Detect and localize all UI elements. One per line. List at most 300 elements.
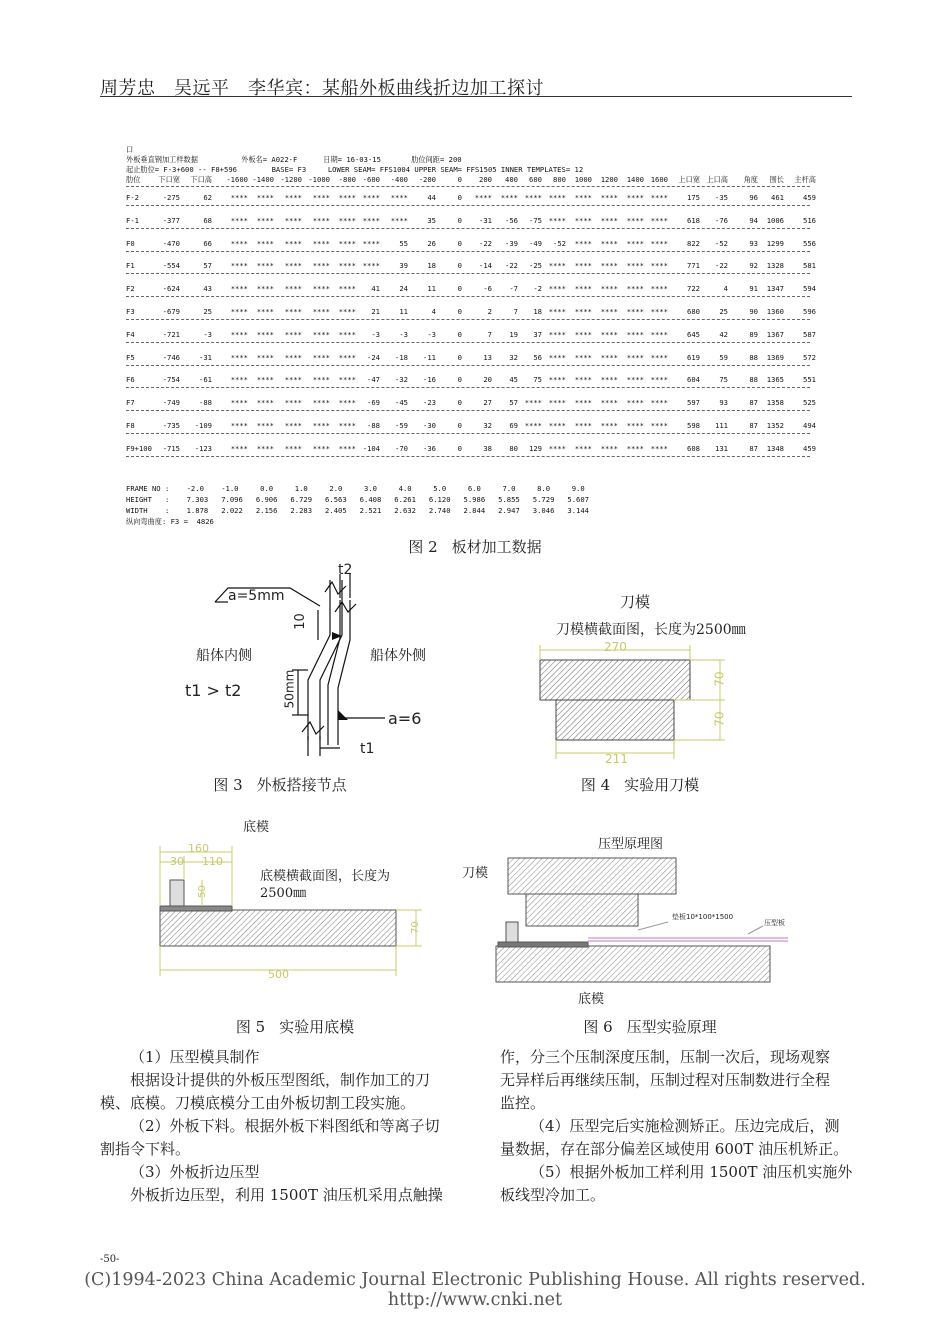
- table-cell: ****: [548, 375, 566, 385]
- para-line: 根据设计提供的外板压型图纸，制作加工的刀: [130, 1071, 431, 1089]
- table-cell: -75: [529, 215, 542, 225]
- table-cell: ****: [312, 193, 330, 202]
- table-cell: 7: [487, 329, 492, 339]
- table-row: [126, 307, 816, 317]
- table-cell: -47: [367, 375, 380, 385]
- table-cell: 44: [427, 193, 436, 202]
- table-cell: -275: [162, 193, 180, 202]
- table-cell: ****: [574, 307, 592, 316]
- table-cell: -31: [479, 215, 492, 225]
- fig6-label-plate: 压型板: [764, 919, 785, 927]
- table-cell: 525: [803, 398, 816, 408]
- table-cell: -23: [423, 398, 436, 408]
- fig3-label-inner: 船体内侧: [196, 648, 252, 664]
- table-cell: -18: [395, 352, 408, 362]
- table-cell: ****: [650, 421, 668, 430]
- table-cell: 66: [203, 238, 212, 248]
- right-column: [500, 1046, 860, 1207]
- table-cell: ****: [256, 238, 274, 248]
- table-cell: 38: [483, 443, 492, 453]
- table-cell: 131: [715, 443, 728, 453]
- table-cell: 87: [749, 421, 758, 430]
- table-cell: ****: [548, 352, 566, 362]
- table-cell: ****: [548, 284, 566, 294]
- table-cell: 459: [803, 193, 816, 202]
- table-cell: 1360: [766, 307, 784, 316]
- table-cell: ****: [284, 398, 302, 408]
- table-row: [126, 329, 816, 340]
- table-cell: ****: [548, 421, 566, 430]
- table-row: [126, 398, 816, 408]
- table-cell: -3: [203, 329, 212, 339]
- table-cell: -715: [162, 443, 180, 453]
- table-header-cell: -1000: [308, 175, 330, 184]
- table-cell: F-2: [126, 193, 139, 202]
- fig4-dim-70b: 70: [712, 711, 727, 727]
- table-cell: 32: [509, 352, 518, 362]
- fig6-number: 图 6: [583, 1018, 613, 1036]
- table-cell: ****: [312, 375, 330, 385]
- fig3-label-outer: 船体外侧: [370, 648, 426, 664]
- table-cell: F8: [126, 421, 135, 430]
- table-cell: 24: [399, 284, 408, 294]
- table-cell: ****: [574, 443, 592, 453]
- table-cell: ****: [650, 261, 668, 271]
- table-cell: ****: [312, 284, 330, 294]
- table-cell: 1365: [766, 375, 784, 385]
- table-cell: ****: [626, 238, 644, 248]
- table-cell: 1352: [766, 421, 784, 430]
- table-rule: [126, 251, 810, 252]
- table-cell: 27: [483, 398, 492, 408]
- table-cell: ****: [650, 307, 668, 316]
- table-cell: 596: [803, 307, 816, 316]
- table-cell: 11: [427, 284, 436, 294]
- table-cell: -69: [367, 398, 380, 408]
- table-cell: 62: [203, 193, 212, 202]
- table-cell: ****: [256, 193, 274, 202]
- table-cell: -2: [533, 284, 542, 294]
- table-cell: ****: [626, 261, 644, 271]
- table-cell: 1369: [766, 352, 784, 362]
- table-cell: ****: [338, 375, 356, 385]
- para-line: 监控。: [500, 1094, 546, 1112]
- table-cell: 25: [203, 307, 212, 316]
- table-cell: ****: [574, 215, 592, 225]
- table-cell: 2: [487, 307, 492, 316]
- table-cell: -59: [395, 421, 408, 430]
- table-header-cell: 上口宽: [678, 175, 700, 184]
- table-cell: ****: [256, 284, 274, 294]
- table-cell: ****: [338, 329, 356, 339]
- fig3-number: 图 3: [213, 776, 243, 794]
- fig3-label-10: 10: [292, 613, 308, 630]
- para-line: 模、底模。刀模底模分工由外板切割工段实施。: [100, 1094, 416, 1112]
- table-cell: ****: [600, 193, 618, 202]
- table-header-cell: 800: [553, 175, 566, 184]
- table-cell: 55: [399, 238, 408, 248]
- fig3-title: 外板搭接节点: [256, 776, 347, 794]
- table-cell: 42: [719, 329, 728, 339]
- table-header-cell: 1600: [650, 175, 668, 184]
- table-cell: ****: [574, 238, 592, 248]
- page-number: -50-: [100, 1254, 120, 1265]
- table-cell: 26: [427, 238, 436, 248]
- table-row: [126, 375, 816, 385]
- table-cell: ****: [256, 261, 274, 271]
- table-cell: ****: [600, 238, 618, 248]
- table-cell: ****: [626, 215, 644, 225]
- table-cell: ****: [650, 284, 668, 294]
- table-cell: -679: [162, 307, 180, 316]
- table-cell: 87: [749, 398, 758, 408]
- table-header-cell: -1400: [252, 175, 274, 184]
- table-cell: 0: [457, 193, 462, 202]
- table-row: [126, 215, 816, 226]
- fig6-top-title: 压型原理图: [598, 837, 664, 852]
- para-line: 量数据，存在部分偏差区域使用 600T 油压机矫正。: [500, 1140, 849, 1158]
- table-cell: 1348: [766, 443, 784, 453]
- table-rule: [126, 186, 810, 187]
- table-cell: ****: [524, 398, 542, 408]
- table-cell: ****: [362, 238, 380, 248]
- table-cell: -109: [194, 421, 212, 430]
- table-cell: ****: [338, 352, 356, 362]
- table-rule: [126, 410, 810, 411]
- table-cell: ****: [230, 215, 248, 225]
- table-cell: ****: [574, 284, 592, 294]
- table-cell: ****: [548, 215, 566, 225]
- table-cell: -3: [399, 329, 408, 339]
- table-header-cell: 肋位: [126, 175, 141, 184]
- table-cell: 32: [483, 421, 492, 430]
- table-cell: -746: [162, 352, 180, 362]
- table-cell: ****: [256, 215, 274, 225]
- table-cell: ****: [626, 307, 644, 316]
- fig4-top-title: 刀模: [619, 593, 650, 611]
- table-cell: 19: [509, 329, 518, 339]
- fig3-label-50: 50mm: [282, 669, 297, 709]
- table-cell: ****: [548, 329, 566, 339]
- table-cell: 598: [687, 421, 700, 430]
- fig4-caption: [560, 774, 720, 795]
- table-row: [126, 421, 816, 431]
- table-cell: ****: [230, 329, 248, 339]
- table-cell: -22: [715, 261, 728, 271]
- table-cell: 129: [529, 443, 542, 453]
- table-cell: ****: [284, 421, 302, 430]
- table-cell: 1358: [766, 398, 784, 408]
- table-cell: 11: [399, 307, 408, 316]
- table-cell: ****: [256, 398, 274, 408]
- table-cell: -14: [479, 261, 492, 271]
- table-cell: ****: [650, 238, 668, 248]
- table-cell: -30: [423, 421, 436, 430]
- fig6-label-knife: 刀模: [462, 866, 489, 881]
- table-cell: -3: [371, 329, 380, 339]
- table-cell: 37: [533, 329, 542, 339]
- table-cell: 0: [457, 215, 462, 225]
- table-cell: -61: [199, 375, 212, 385]
- copyright-line: (C)1994-2023 China Academic Journal Electronic Publishing House. All rights reserved. http://www.cnki.net: [84, 1270, 866, 1310]
- table-cell: ****: [574, 421, 592, 430]
- table-cell: 581: [803, 261, 816, 271]
- table-cell: ****: [312, 261, 330, 271]
- table-width-line: WIDTH : 1.878 2.022 2.156 2.283 2.405 2.521 2.632 2.740 2.844 2.947 3.046 3.144: [126, 506, 590, 515]
- table-cell: -754: [162, 375, 180, 385]
- table-cell: ****: [474, 193, 492, 202]
- table-cell: 1299: [766, 238, 784, 248]
- table-cell: ****: [524, 193, 542, 202]
- table-cell: -24: [367, 352, 380, 362]
- table-cell: -76: [715, 215, 728, 225]
- table-cell: 1328: [766, 261, 784, 271]
- table-header-row: [126, 175, 816, 185]
- table-cell: 13: [483, 352, 492, 362]
- table-cell: ****: [312, 421, 330, 430]
- fig2-caption: [300, 536, 650, 557]
- table-cell: 21: [371, 307, 380, 316]
- table-cell: F5: [126, 352, 135, 362]
- fig5-dim-160: 160: [188, 842, 209, 855]
- table-cell: 0: [457, 307, 462, 316]
- table-cell: ****: [284, 261, 302, 271]
- fig3-label-t2: t2: [338, 562, 353, 578]
- table-cell: -3: [427, 329, 436, 339]
- table-cell: ****: [362, 215, 380, 225]
- fig6-title: 压型实验原理: [626, 1018, 717, 1036]
- table-cell: 0: [457, 398, 462, 408]
- table-cell: -6: [483, 284, 492, 294]
- table-header-cell: -200: [418, 175, 436, 184]
- table-cell: ****: [548, 193, 566, 202]
- table-cell: 0: [457, 261, 462, 271]
- table-cell: ****: [256, 421, 274, 430]
- table-header-cell: 1200: [600, 175, 618, 184]
- table-cell: 4: [431, 307, 436, 316]
- fig5-top-title: 底模: [243, 820, 270, 835]
- table-cell: -104: [362, 443, 380, 453]
- table-cell: ****: [338, 398, 356, 408]
- table-cell: 18: [533, 307, 542, 316]
- table-cell: ****: [312, 307, 330, 316]
- table-cell: ****: [650, 193, 668, 202]
- table-cell: -36: [423, 443, 436, 453]
- table-cell: 0: [457, 421, 462, 430]
- fig5-dim-50: 50: [196, 885, 208, 898]
- table-cell: 89: [749, 329, 758, 339]
- fig4-number: 图 4: [580, 776, 611, 794]
- table-cell: ****: [284, 375, 302, 385]
- fig4-subtitle: 刀模横截面图，长度为2500㎜: [556, 622, 746, 638]
- table-cell: 43: [203, 284, 212, 294]
- table-cell: ****: [284, 284, 302, 294]
- fig6-caption: [560, 1016, 740, 1037]
- table-rule: [126, 228, 810, 229]
- table-cell: 45: [509, 375, 518, 385]
- para-line: （2）外板下料。根据外板下料图纸和等离子切: [130, 1117, 440, 1135]
- table-cell: ****: [338, 215, 356, 225]
- table-cell: 516: [803, 215, 816, 225]
- table-cell: ****: [390, 193, 408, 202]
- table-cell: ****: [338, 193, 356, 202]
- table-cell: ****: [338, 284, 356, 294]
- table-cell: 57: [203, 261, 212, 271]
- table-cell: ****: [600, 443, 618, 453]
- table-header-cell: 围长: [769, 175, 784, 184]
- table-cell: 459: [803, 443, 816, 453]
- table-cell: 461: [771, 193, 784, 202]
- table-cell: 18: [427, 261, 436, 271]
- table-cell: 94: [749, 215, 758, 225]
- fig3-label-a6: a=6: [388, 709, 422, 728]
- para-line: 作，分三个压制深度压制，压制一次后，现场观察: [500, 1048, 831, 1066]
- table-cell: -749: [162, 398, 180, 408]
- table-cell: 59: [719, 352, 728, 362]
- table-cell: F2: [126, 284, 135, 294]
- table-cell: ****: [574, 329, 592, 339]
- table-header-cell: 下口高: [190, 175, 212, 184]
- fig5-dim-70: 70: [409, 921, 421, 934]
- table-cell: 175: [687, 193, 700, 202]
- para-line: 外板折边压型，利用 1500T 油压机采用点触操: [130, 1186, 443, 1204]
- table-row: [126, 352, 816, 363]
- table-cell: ****: [338, 443, 356, 453]
- table-cell: 88: [749, 352, 758, 362]
- table-cell: ****: [284, 215, 302, 225]
- table-cell: ****: [500, 193, 518, 202]
- table-height-line: HEIGHT : 7.303 7.096 6.906 6.729 6.563 6.408 6.261 6.120 5.986 5.855 5.729 5.607: [126, 495, 590, 504]
- table-rule: [126, 433, 810, 434]
- table-cell: ****: [256, 307, 274, 316]
- table-cell: ****: [626, 352, 644, 362]
- processing-data-table: [126, 145, 816, 550]
- table-cell: 722: [687, 284, 700, 294]
- table-cell: -45: [395, 398, 408, 408]
- table-cell: 0: [457, 375, 462, 385]
- table-cell: -735: [162, 421, 180, 430]
- table-cell: ****: [650, 215, 668, 225]
- table-cell: 56: [533, 352, 542, 362]
- table-row: [126, 443, 816, 454]
- table-cell: ****: [230, 238, 248, 248]
- table-cell: ****: [650, 443, 668, 453]
- table-cell: 92: [749, 261, 758, 271]
- table-cell: ****: [338, 421, 356, 430]
- table-frame-no-line: FRAME NO : -2.0 -1.0 0.0 1.0 2.0 3.0 4.0 5.0 6.0 7.0 8.0 9.0: [126, 484, 585, 493]
- fig3-label-t1: t1: [360, 741, 375, 757]
- table-cell: ****: [338, 261, 356, 271]
- table-cell: ****: [574, 352, 592, 362]
- table-cell: ****: [284, 238, 302, 248]
- table-cell: 20: [483, 375, 492, 385]
- table-cell: ****: [338, 307, 356, 316]
- table-cell: 87: [749, 443, 758, 453]
- table-cell: ****: [600, 329, 618, 339]
- para-line: （5）根据外板加工样利用 1500T 油压机实施外: [530, 1163, 853, 1181]
- table-header-cell: 200: [479, 175, 492, 184]
- table-cell: F4: [126, 329, 135, 339]
- table-cell: ****: [256, 375, 274, 385]
- table-cell: ****: [626, 398, 644, 408]
- table-cell: -721: [162, 329, 180, 339]
- table-cell: -70: [395, 443, 408, 453]
- table-cell: 0: [457, 284, 462, 294]
- table-cell: -88: [199, 398, 212, 408]
- table-cell: 75: [719, 375, 728, 385]
- fig2-number: 图 2: [408, 538, 438, 556]
- table-cell: ****: [626, 284, 644, 294]
- running-header: 周芳忠 吴远平 李华宾：某船外板曲线折边加工探讨: [100, 78, 544, 99]
- fig3-caption: [180, 774, 380, 795]
- table-header-cell: -400: [390, 175, 408, 184]
- table-cell: 80: [509, 443, 518, 453]
- table-cell: -39: [505, 238, 518, 248]
- fig3-label-a5: a=5mm: [228, 588, 285, 604]
- table-cell: 7: [513, 307, 518, 316]
- table-cell: ****: [362, 261, 380, 271]
- table-cell: 39: [399, 261, 408, 271]
- table-cell: 68: [203, 215, 212, 225]
- table-cell: ****: [230, 352, 248, 362]
- table-header-cell: 600: [529, 175, 542, 184]
- table-cell: -35: [715, 193, 728, 202]
- table-cell: 822: [687, 238, 700, 248]
- table-cell: ****: [312, 352, 330, 362]
- table-cell: 4: [723, 284, 728, 294]
- table-title-line: 外板垂直钢加工样数据 外板名= A022-F 日期= 16-03-15 肋位间距= 200: [126, 155, 462, 164]
- fig6-press-principle-drawing: [488, 850, 808, 990]
- table-cell: F3: [126, 307, 135, 316]
- table-cell: 619: [687, 352, 700, 362]
- table-cell: -52: [553, 238, 566, 248]
- table-cell: F1: [126, 261, 135, 271]
- table-cell: ****: [574, 261, 592, 271]
- table-cell: -11: [423, 352, 436, 362]
- fig6-label-pad: 垫板10*100*1500: [672, 913, 734, 921]
- para-line: （1）压型模具制作: [130, 1048, 260, 1066]
- fig5-dim-110: 110: [202, 855, 223, 868]
- table-cell: 0: [457, 443, 462, 453]
- table-cell: -16: [423, 375, 436, 385]
- table-cell: 35: [427, 215, 436, 225]
- table-cell: F0: [126, 238, 135, 248]
- fig4-dim-70a: 70: [712, 671, 727, 687]
- table-cell: -377: [162, 215, 180, 225]
- fig4-dim-270: 270: [604, 640, 627, 654]
- table-cell: -624: [162, 284, 180, 294]
- table-cell: 556: [803, 238, 816, 248]
- fig5-desc-line2: 2500㎜: [260, 886, 307, 901]
- table-row: [126, 261, 816, 271]
- table-cell: 1367: [766, 329, 784, 339]
- table-cell: ****: [256, 329, 274, 339]
- table-cell: ****: [600, 284, 618, 294]
- fig5-bottom-die-drawing: [150, 840, 430, 990]
- table-cell: 0: [457, 352, 462, 362]
- table-cell: -49: [529, 238, 542, 248]
- table-cell: F9+100: [126, 443, 152, 453]
- fig5-number: 图 5: [235, 1018, 266, 1036]
- table-cell: 594: [803, 284, 816, 294]
- table-cell: 25: [719, 307, 728, 316]
- table-header-cell: 角度: [743, 175, 758, 184]
- table-cell: 551: [803, 375, 816, 385]
- table-frames-line: 起止肋位= F-3+600 -- F8+596 BASE= F3 LOWER SEAM= FFS1004 UPPER SEAM= FFS1505 INNER TEMPLATES= 12: [126, 165, 584, 174]
- table-cell: ****: [230, 261, 248, 271]
- table-header-cell: 上口高: [706, 175, 728, 184]
- table-cell: ****: [650, 329, 668, 339]
